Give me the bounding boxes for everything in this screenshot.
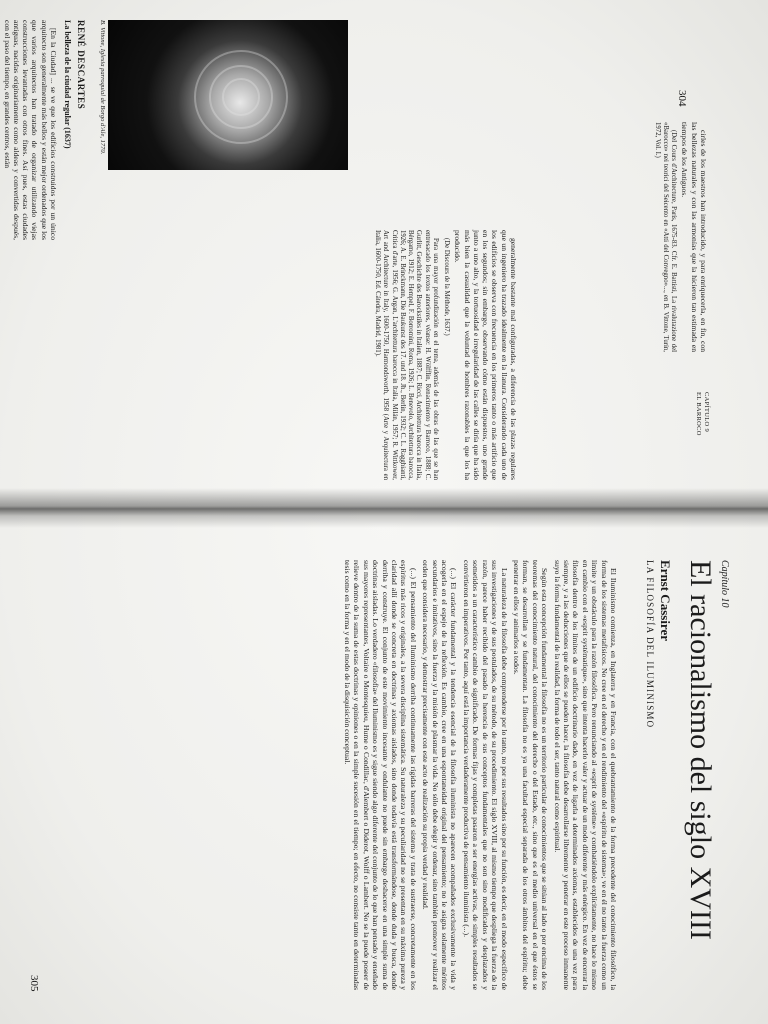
main-text xyxy=(43,560,618,990)
paragraph: (...) El pensamiento del Iluminismo derriba continuamente las rígidas barreras del sistema y trata de sustraerse, concretamente en los espíritus más ricos y originales, a la severa disciplina sistemática. Su naturaleza y su peculiaridad no se presentan en su máxima pureza y claridad allí donde se concreta en doctrinas y axiomas aislados, sino donde todavía está transformándose, donde duda y busca, donde derriba y construye. El conjunto de este movimiento incesante y ondulante no puede sin embargo deshacerse en una simple suma de doctrinas aisladas. Lo verdadero «filosofía» del Iluminismo es y sigue siendo algo diferente del conjunto de lo que han pensado y enseñado sus mayores representantes, Voltaire o Montesquieu, Hume o Condillac, d'Alembert o Diderot, Wolff o Lambert. No se la puede poseer de relieve dentro de la suma de estas doctrinas y opiniones o en la simple sucesión en el tiempo; en efecto, no consiste tanto en determinadas tesis como en la forma y en el modo de la disquisición conceptual. xyxy=(343,560,418,990)
author-name: Ernst Cassirer xyxy=(658,560,673,642)
paragraph: cirles de los maestros han introducido, y para enriquecerla, en fin, con las bellezas naturales y con las armonías que la hicieron tan estimada en tiempos de los Antiguos. xyxy=(680,122,708,352)
paragraph: generalmente bastante mal configuradas, a diferencia de las plazas regulares que un ingeniero ha trazado idealmente en la llanura. Considerando cada uno de los edificios se observa con frecuencia en los primeros tanto o más artificio que en los segundos; sin embargo, observando cómo están dispuestos, uno grande junto a uno alto, y la tortuosidad e irregularidad de las calles se diría que ha sido más bien la casualidad que la voluntad de hombres razonables la que los ha producido. xyxy=(453,230,518,480)
bibliography: Para una mayor profundización en el tema, además de las obras de las que se han entresacado los textos anteriores, véanse: H. Wölfflin, Renacimiento y Barroco, 1888; C. Gurlitt, Geschichte des Barockstiles in Italien, 1887; C. Ricci, Architettura barocca in Italia, Bérgamo, 1912; E. Hempel, F. Borromini, Roma, 1926; L. Benevolo, Architettura barocca, 1926; A. E. Brinckmann, Die Baukunst des 17. und 18. Jh., Berlín, 1932; C. L. Ragghianti, Critica d'arte, 1956; G. Argan, L'architettura barocca in Italia, Milán, 1957; R. Wittkower, Art and Architecture in Italy, 1600-1750, Harmondsworth, 1958 (Arte y Arquitectura en Italia, 1600-1750, Ed. Cátedra, Madrid, 1981). xyxy=(374,230,439,480)
left-page xyxy=(0,0,768,500)
left-column-top xyxy=(650,122,709,352)
section-subheading: La belleza de la ciudad regular (1637) xyxy=(63,20,72,149)
chapter-header xyxy=(645,560,730,990)
running-head-chapter: CAPÍTULO 9 xyxy=(703,392,710,433)
left-column-bottom xyxy=(370,230,518,480)
paragraph: El Iluminismo comienza, en Inglaterra y en Francia, con el quebrantamiento de la forma precedente del conocimiento filosófico, la forma de los sistemas metafísicos. No cree en el derecho y en el rendimiento del «espíritu de sistema»; ve en él no tanto la fuerza como un límite y un obstáculo para la razón filosófica. Pero renunciando al «esprit de système» y combatiéndolo explícitamente, no hace lo mismo en cambio con el «esprit systématique», sino que intenta hacerlo valer y actuar de un modo diferente y más enérgico. En vez de encerrar la filosofía dentro de los límites de un edificio doctrinario dado, en vez de ligarla a determinados axiomas, establecidos de una vez para siempre, y a las deducciones que de ellos se pueden hacer, la filosofía debe desarrollarse libremente y penetrar en este proceso inmanente suyo la forma fundamental de la realidad, la forma de todo el ser, tanto natural como espiritual. xyxy=(552,560,618,990)
reference: (Del Cours d'Architecture, París, 1675-83. Cfr. E. Battisti, La rivalutazione del «Barocco» nei teorici del Seicento en «Atti del Convegno»..., en B. Vittone, Turín, 1972, Vol. I.) xyxy=(653,122,678,352)
running-head xyxy=(694,392,710,436)
section-text-block xyxy=(2,20,58,240)
paragraph: La naturaleza de la filosofía debe comprenderse por lo tanto, no por sus resultados sino por su función, es decir, en el modo específico de sus investigaciones y de sus postulados, de su método, de su procedimiento. El siglo XVIII, al mismo tiempo que despliega la fuerza de la razón, parece haber recibido del pasado la herencia de sus conceptos fundamentales que no son sino modificados y desplazados y sometidos a un característico cambio de significado. De formas fijas y completas pasaron a ser energías activas, de simples resultados se convirtieron en imperativos. Por tanto, aquí está la importancia verdaderamente productiva de pensamiento iluminista (...). xyxy=(461,560,509,990)
paragraph: (...) El carácter fundamental y la tendencia esencial de la filosofía iluminista no aparecen acompañados exclusivamente la vida y acogerla en el espejo de la reflexión. Es cambio, cree en una espontaneidad original del pensamiento; no le asigna solamente méritos secundarios e imitativos, sino la fuerza y la misión de plasmar la vida. No sólo debe elegir y ordenar, sino también promover y realizar el orden que considera necesario, y demostrar precisamente con este acto de realización su propia verdad y realidad. xyxy=(421,560,459,990)
section-heading: RENÉ DESCARTES xyxy=(76,20,86,110)
paragraph: Según esta concepción fundamental la filosofía no es un territorio particular de conocimientos que se sitúan al lado o por encima de los teoremas del conocimiento natural, del conocimiento del derecho o del Estado, etc., sino que es el medio universal en el que éstos se forman, se desarrollan y se fundamentan. La filosofía no es ya una facultad especial separada de los otros ámbitos del espíritu; debe penetrar en ellos y animarlos a todos. xyxy=(511,560,550,990)
page-number-right: 305 xyxy=(28,975,40,992)
essay-title: LA FILOSOFÍA DEL ILUMINISMO xyxy=(645,560,655,729)
running-head-title: EL BARROCO xyxy=(695,392,702,436)
church-dome-photo xyxy=(108,20,348,170)
paragraph: [En la Ciudad] ... se ve que los edificios construidos por un único arquitecto son generalmente más bellos y están mejor ordenados que los que varios arquitectos han tratado de organizar utilizando viejas construcciones levantadas con otros fines. Así pues, estas ciudades antiguas, nacidas originariamente como aldeas y convertidas después, con el paso del tiempo, en grandes centros, están xyxy=(2,20,58,240)
reference: (De Discours de la Méthode, 1637.) xyxy=(442,238,450,336)
chapter-label: Capítulo 10 xyxy=(719,560,730,608)
figure-caption: B. Vittone, Iglesia parroquial de Borgo d'Ale, 1770. xyxy=(99,20,106,155)
chapter-title: El racionalismo del siglo XVIII xyxy=(684,560,717,940)
page-number-left: 304 xyxy=(676,90,688,107)
right-page xyxy=(0,520,768,1024)
